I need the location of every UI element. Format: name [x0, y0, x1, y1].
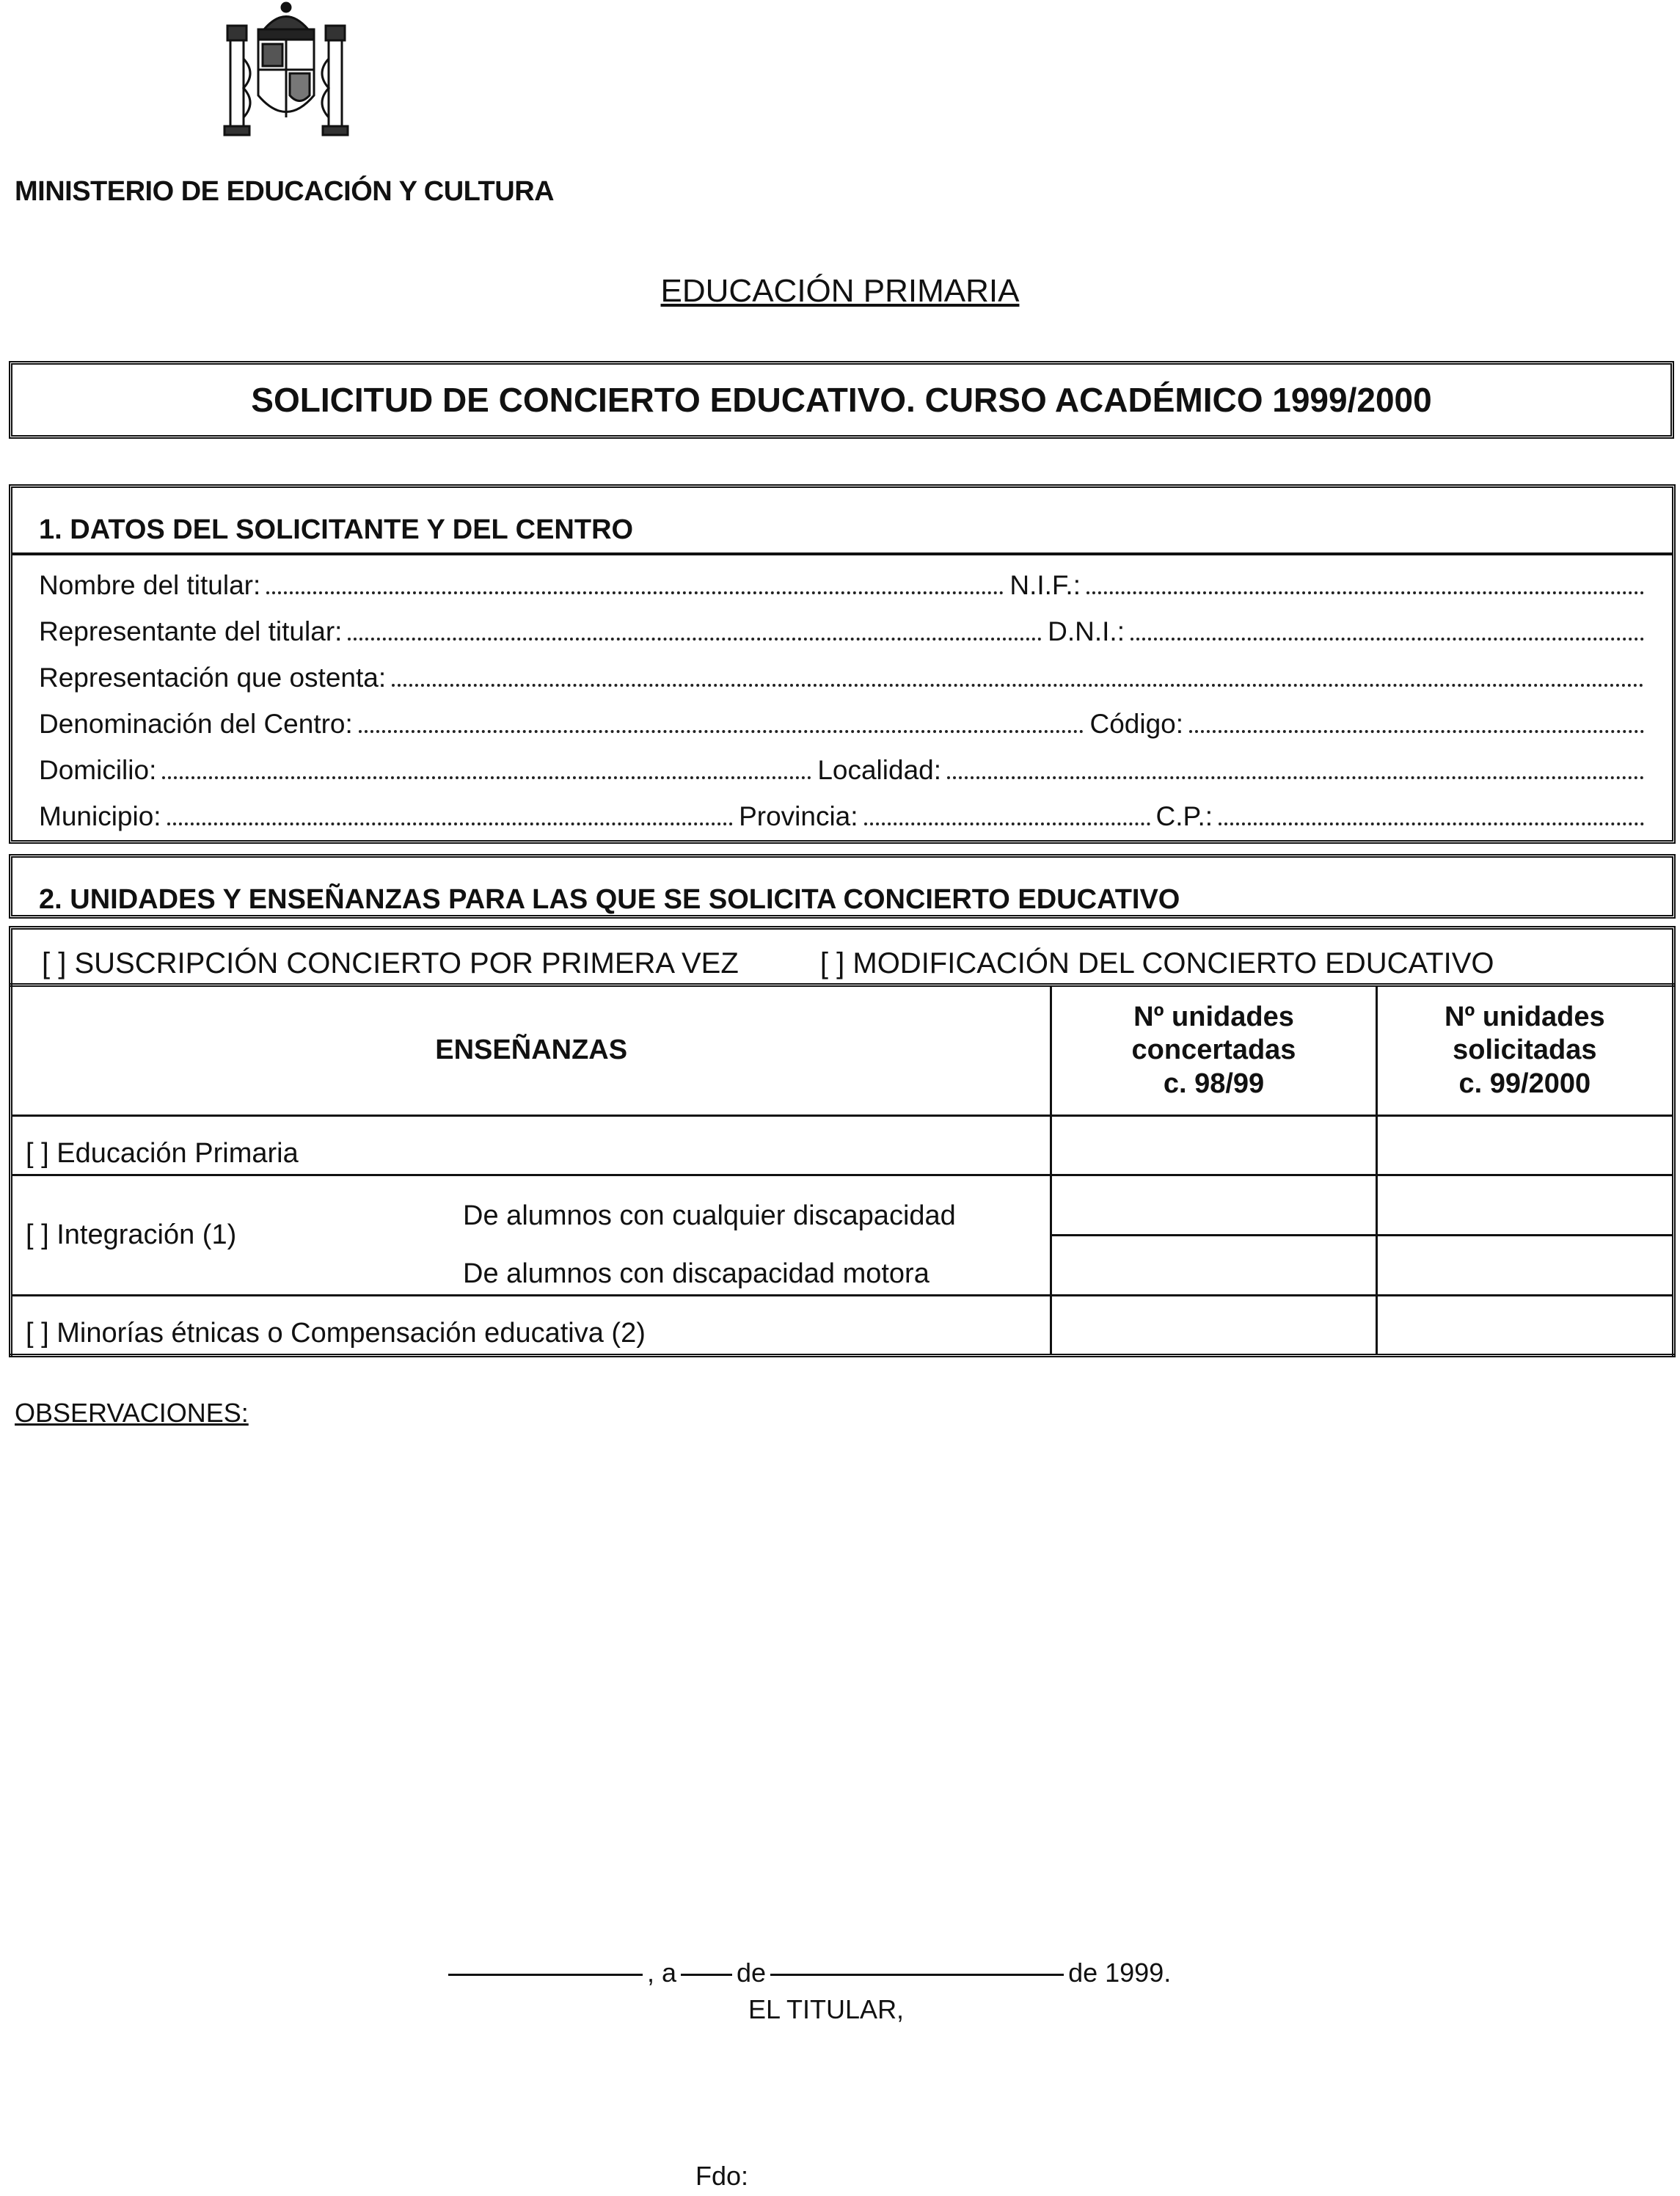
observaciones-label: OBSERVACIONES: [15, 1398, 249, 1428]
header-concertadas-line2: concertadas [1131, 1035, 1296, 1066]
field-domicilio[interactable] [162, 776, 811, 779]
field-denominacion[interactable] [359, 730, 1084, 733]
header-solicitadas-line2: solicitadas [1453, 1035, 1597, 1066]
label-nombre-titular: Nombre del titular: [39, 570, 261, 600]
cell-minorias-solicitadas[interactable] [1376, 1295, 1673, 1355]
row-minorias-label[interactable]: [ ] Minorías étnicas o Compensación educativa (2) [11, 1295, 1051, 1355]
header-solicitadas-line1: Nº unidades [1444, 1001, 1605, 1032]
label-denominacion: Denominación del Centro: [39, 709, 353, 739]
label-codigo: Código: [1089, 709, 1183, 739]
label-nif: N.I.F.: [1009, 570, 1081, 600]
table-row [11, 1175, 1674, 1235]
section-2-heading: 2. UNIDADES Y ENSEÑANZAS PARA LAS QUE SE SOLICITA CONCIERTO EDUCATIVO [9, 854, 1676, 919]
field-localidad[interactable] [947, 776, 1644, 779]
label-municipio: Municipio: [39, 801, 161, 831]
date-de: de [737, 1958, 767, 1988]
field-codigo[interactable] [1189, 730, 1644, 733]
header-solicitadas [1376, 985, 1673, 1116]
row-titular [12, 570, 1672, 616]
row-domicilio [12, 755, 1672, 801]
month-blank[interactable] [770, 1974, 1064, 1976]
subject-heading: EDUCACIÓN PRIMARIA [660, 273, 1020, 309]
cell-minorias-concertadas[interactable] [1051, 1295, 1376, 1355]
day-blank[interactable] [681, 1974, 732, 1976]
cell-motora-solicitadas[interactable] [1376, 1235, 1673, 1295]
field-dni[interactable] [1131, 638, 1644, 641]
field-provincia[interactable] [864, 822, 1150, 825]
sub-cualquier-discapacidad: De alumnos con cualquier discapacidad [450, 1175, 1051, 1235]
option-first-subscription[interactable]: [ ] SUSCRIPCIÓN CONCIERTO POR PRIMERA VEZ [42, 947, 739, 980]
cell-primaria-solicitadas[interactable] [1376, 1116, 1673, 1175]
signature-date-line [444, 1958, 1171, 1988]
fdo-label: Fdo: [695, 2161, 749, 2191]
field-nif[interactable] [1086, 591, 1644, 594]
header-solicitadas-line3: c. 99/2000 [1458, 1068, 1591, 1099]
label-domicilio: Domicilio: [39, 755, 157, 785]
coat-of-arms-seal [213, 0, 359, 139]
cell-primaria-concertadas[interactable] [1051, 1116, 1376, 1175]
label-representante: Representante del titular: [39, 616, 343, 646]
option-modification[interactable]: [ ] MODIFICACIÓN DEL CONCIERTO EDUCATIVO [819, 947, 1494, 980]
place-blank[interactable] [448, 1974, 643, 1976]
row-municipio [12, 801, 1672, 847]
label-localidad: Localidad: [817, 755, 941, 785]
units-table [9, 983, 1676, 1357]
cell-cualquier-solicitadas[interactable] [1376, 1175, 1673, 1235]
table-header-row [11, 985, 1674, 1116]
field-nombre-titular[interactable] [266, 591, 1004, 594]
section-1-heading: 1. DATOS DEL SOLICITANTE Y DEL CENTRO [12, 488, 1672, 555]
row-primaria-label[interactable]: [ ] Educación Primaria [11, 1116, 1051, 1175]
field-representante[interactable] [348, 638, 1042, 641]
row-integracion-label[interactable]: [ ] Integración (1) [11, 1175, 450, 1295]
label-cp: C.P.: [1155, 801, 1213, 831]
form-title: SOLICITUD DE CONCIERTO EDUCATIVO. CURSO ACADÉMICO 1999/2000 [9, 361, 1674, 439]
titular-label: EL TITULAR, [748, 1994, 905, 2024]
cell-motora-concertadas[interactable] [1051, 1235, 1376, 1295]
header-concertadas-line1: Nº unidades [1133, 1001, 1294, 1032]
table-row [11, 1116, 1674, 1175]
row-representacion [12, 663, 1672, 709]
header-ensenanzas: ENSEÑANZAS [11, 985, 1051, 1116]
request-type-options [9, 926, 1676, 985]
table-row [11, 1295, 1674, 1355]
row-denominacion [12, 709, 1672, 755]
header-concertadas-line3: c. 98/99 [1163, 1068, 1265, 1099]
field-cp[interactable] [1219, 822, 1644, 825]
date-year: de 1999. [1068, 1958, 1172, 1988]
label-provincia: Provincia: [739, 801, 858, 831]
header-concertadas [1051, 985, 1376, 1116]
date-a: , a [647, 1958, 677, 1988]
label-representacion: Representación que ostenta: [39, 663, 387, 693]
label-dni: D.N.I.: [1048, 616, 1125, 646]
section-applicant-data [9, 484, 1676, 844]
field-representacion[interactable] [392, 684, 1644, 687]
field-municipio[interactable] [167, 822, 734, 825]
cell-cualquier-concertadas[interactable] [1051, 1175, 1376, 1235]
row-representante [12, 616, 1672, 663]
ministry-name: MINISTERIO DE EDUCACIÓN Y CULTURA [15, 176, 555, 207]
sub-discapacidad-motora: De alumnos con discapacidad motora [450, 1235, 1051, 1295]
